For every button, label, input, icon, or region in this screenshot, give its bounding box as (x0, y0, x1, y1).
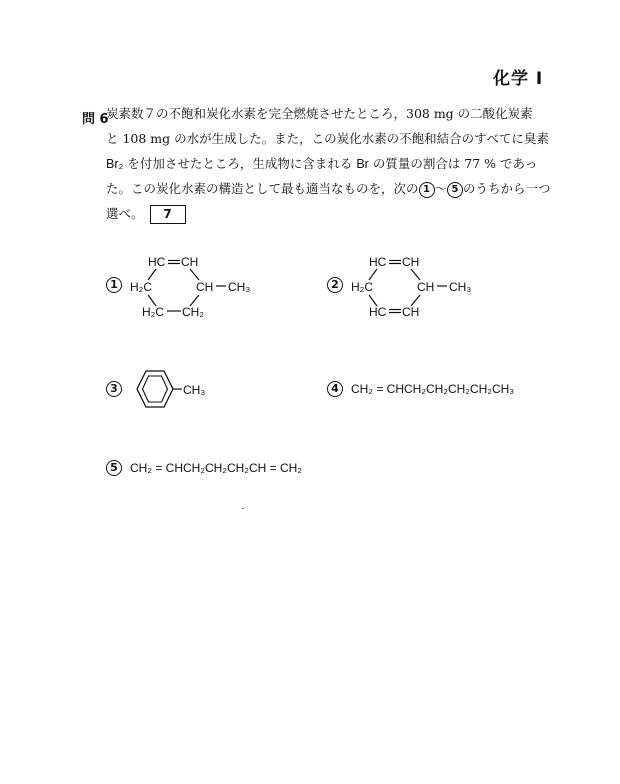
option-1-number[interactable]: 1 (106, 277, 122, 293)
choice-range-end: 5 (447, 182, 463, 198)
question-line-3b: の質量の割合は 77 % であっ (372, 156, 538, 171)
opt2-ch-top: CH (402, 255, 420, 269)
opt1-h2c-bottom: H₂C (142, 305, 164, 319)
opt2-h2c-left: H₂C (351, 280, 373, 294)
opt1-ch3: CH₃ (228, 280, 251, 294)
question-line-3a: を付加させたところ，生成物に含まれる (127, 156, 353, 171)
option-5-number[interactable]: 5 (106, 460, 122, 476)
option-1-structure (120, 248, 270, 328)
option-4-number[interactable]: 4 (327, 381, 343, 397)
opt1-ch-top: CH (181, 255, 199, 269)
opt1-ch2-bottom: CH₂ (182, 305, 204, 319)
option-4-formula: CH₂ = CHCH₂CH₂CH₂CH₂CH₃ (351, 382, 515, 396)
question-line-4b: のうちから一つ (463, 181, 551, 196)
opt2-ch3: CH₃ (449, 280, 472, 294)
opt1-h2c-left: H₂C (130, 280, 152, 294)
bromine-formula: Br₂ (106, 157, 124, 171)
opt2-hc-bottom: HC (369, 305, 387, 319)
option-3-structure (128, 370, 218, 410)
choice-range-start: 1 (419, 182, 435, 198)
question-line-2: と 108 mg の水が生成した。また，この炭化水素の不飽和結合のすべてに臭素 (106, 131, 549, 146)
option-2-structure (341, 248, 491, 328)
option-2-number[interactable]: 2 (327, 277, 343, 293)
option-5-formula: CH₂ = CHCH₂CH₂CH₂CH = CH₂ (130, 461, 302, 475)
opt2-ch-right: CH (417, 280, 435, 294)
opt2-hc-top: HC (369, 255, 387, 269)
opt1-ch-right: CH (196, 280, 214, 294)
option-3-number[interactable]: 3 (106, 381, 122, 397)
opt3-ch3: CH₃ (183, 383, 206, 397)
question-line-4 (106, 176, 551, 201)
question-line-1: 炭素数７の不飽和炭化水素を完全燃焼させたところ，308 mg の二酸化炭素 (106, 106, 533, 121)
answer-box[interactable]: 7 (150, 205, 186, 224)
scan-speck (242, 508, 244, 509)
question-number: 問 6 (82, 112, 109, 127)
choice-range-tilde: ～ (434, 181, 448, 196)
subject-title: 化学 I (493, 69, 544, 89)
opt2-ch-bottom: CH (402, 305, 420, 319)
opt1-hc-top: HC (148, 255, 166, 269)
question-line-5a: 選べ。 (106, 206, 144, 221)
question-line-3 (106, 151, 546, 177)
question-line-5 (106, 201, 546, 226)
question-line-4a: た。この炭化水素の構造として最も適当なものを，次の (106, 181, 419, 196)
bromine-symbol: Br (356, 157, 369, 171)
